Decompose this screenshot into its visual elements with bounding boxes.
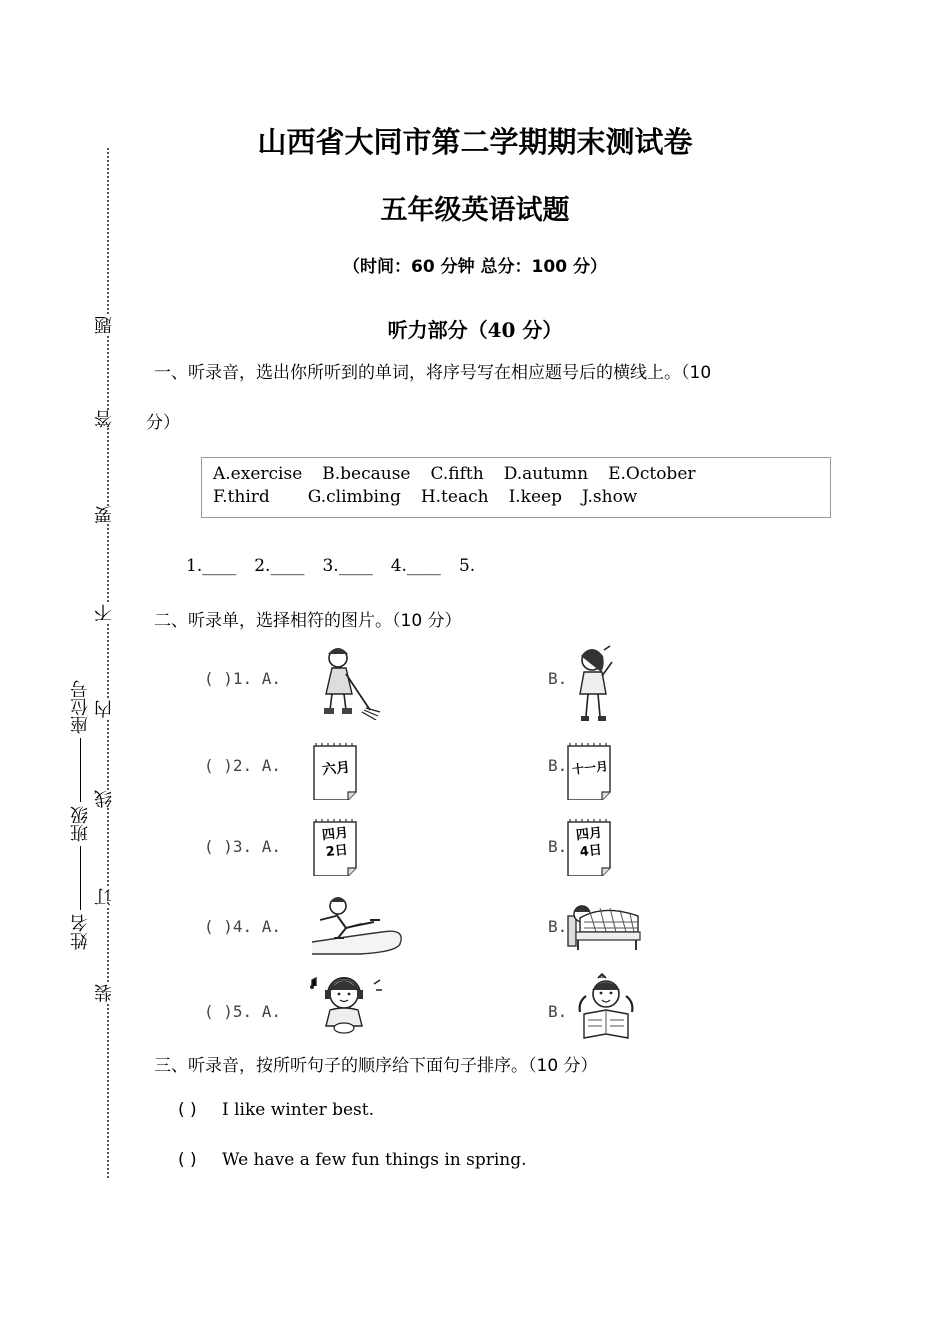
calendar-text bbox=[568, 824, 611, 862]
question-3-label[interactable]: ( )3. A. bbox=[204, 837, 282, 856]
calendar-icon bbox=[566, 818, 614, 876]
calendar-month: 四月 bbox=[321, 825, 349, 844]
word-bank-box bbox=[201, 457, 831, 518]
calendar-text bbox=[314, 824, 357, 862]
student-info-fields bbox=[68, 680, 94, 950]
word-option: B.because bbox=[322, 464, 411, 484]
word-option: G.climbing bbox=[307, 487, 401, 507]
question-5-label[interactable]: ( )5. A. bbox=[204, 1002, 282, 1021]
binding-char: 题 bbox=[92, 316, 122, 334]
calendar-text: 六月 bbox=[321, 759, 351, 779]
girl-waving-icon bbox=[568, 644, 618, 726]
order-sentence: I like winter best. bbox=[222, 1100, 375, 1120]
word-option: J.show bbox=[582, 487, 638, 507]
order-answer-blank[interactable]: ( ) bbox=[178, 1100, 197, 1120]
binding-dotted-line bbox=[107, 148, 109, 1178]
calendar-day: 4日 bbox=[579, 842, 603, 861]
word-option: H.teach bbox=[420, 487, 489, 507]
order-item bbox=[178, 1150, 527, 1170]
word-option: D.autumn bbox=[503, 464, 589, 484]
name-label: 姓名 bbox=[70, 914, 91, 950]
part1-instruction-tail: 分） bbox=[146, 413, 180, 433]
calendar-text: 十一月 bbox=[571, 759, 609, 777]
answer-blank[interactable]: 3.____ bbox=[322, 556, 373, 576]
answer-blank[interactable]: 4.____ bbox=[390, 556, 441, 576]
question-1-label[interactable]: ( )1. A. bbox=[204, 669, 282, 688]
name-blank[interactable] bbox=[81, 846, 82, 910]
question-4-label[interactable]: ( )4. A. bbox=[204, 917, 282, 936]
word-option: A.exercise bbox=[213, 464, 303, 484]
exam-subtitle: 五年级英语试题 bbox=[380, 195, 570, 226]
calendar-icon bbox=[312, 818, 360, 876]
part1-instruction: 一、听录音，选出你所听到的单词，将序号写在相应题号后的横线上。（10 bbox=[154, 363, 712, 383]
calendar-icon bbox=[312, 742, 360, 800]
binding-char: 答 bbox=[92, 410, 122, 428]
binding-char: 线 bbox=[92, 790, 122, 808]
order-sentence: We have a few fun things in spring. bbox=[222, 1150, 527, 1170]
ice-skating-icon bbox=[310, 892, 404, 956]
calendar-day: 2日 bbox=[325, 842, 349, 861]
exam-time-info: （时间：60 分钟 总分：100 分） bbox=[343, 257, 607, 277]
girl-sweeping-icon bbox=[310, 644, 382, 720]
answer-blank[interactable]: 1.____ bbox=[186, 556, 237, 576]
binding-char: 要 bbox=[92, 506, 122, 524]
girl-listening-music-icon bbox=[306, 972, 384, 1036]
word-option: E.October bbox=[608, 464, 696, 484]
seat-label: 座位号 bbox=[70, 680, 91, 734]
word-bank-row-2 bbox=[213, 487, 657, 507]
binding-char: 订 bbox=[92, 888, 122, 906]
word-bank-row-1 bbox=[213, 464, 716, 484]
calendar-month: 四月 bbox=[575, 825, 603, 844]
part2-instruction: 二、听录单，选择相符的图片。（10 分） bbox=[154, 611, 462, 631]
exam-title: 山西省大同市第二学期期末测试卷 bbox=[257, 125, 693, 159]
order-item bbox=[178, 1100, 374, 1120]
sleeping-in-bed-icon bbox=[566, 896, 644, 952]
section-title: 听力部分（40 分） bbox=[387, 318, 563, 342]
binding-char: 装 bbox=[92, 984, 122, 1002]
question-3-option-b[interactable]: B. bbox=[548, 837, 568, 856]
part3-instruction: 三、听录音，按所听句子的顺序给下面句子排序。（10 分） bbox=[154, 1056, 598, 1076]
word-option: I.keep bbox=[508, 487, 562, 507]
answer-blank[interactable]: 2.____ bbox=[254, 556, 305, 576]
binding-char: 不 bbox=[92, 604, 122, 622]
answer-blank[interactable]: 5. bbox=[458, 556, 476, 576]
part1-answer-blanks bbox=[186, 556, 493, 576]
word-option: C.fifth bbox=[430, 464, 484, 484]
class-label: 班级 bbox=[70, 806, 91, 842]
question-5-option-b[interactable]: B. bbox=[548, 1002, 568, 1021]
question-4-option-b[interactable]: B. bbox=[548, 917, 568, 936]
calendar-icon bbox=[566, 742, 614, 800]
question-1-option-b[interactable]: B. bbox=[548, 669, 568, 688]
binding-char: 内 bbox=[92, 700, 122, 718]
girl-reading-icon bbox=[570, 972, 642, 1046]
class-blank[interactable] bbox=[81, 738, 82, 802]
order-answer-blank[interactable]: ( ) bbox=[178, 1150, 197, 1170]
word-option: F.third bbox=[213, 487, 270, 507]
question-2-option-b[interactable]: B. bbox=[548, 756, 568, 775]
question-2-label[interactable]: ( )2. A. bbox=[204, 756, 282, 775]
